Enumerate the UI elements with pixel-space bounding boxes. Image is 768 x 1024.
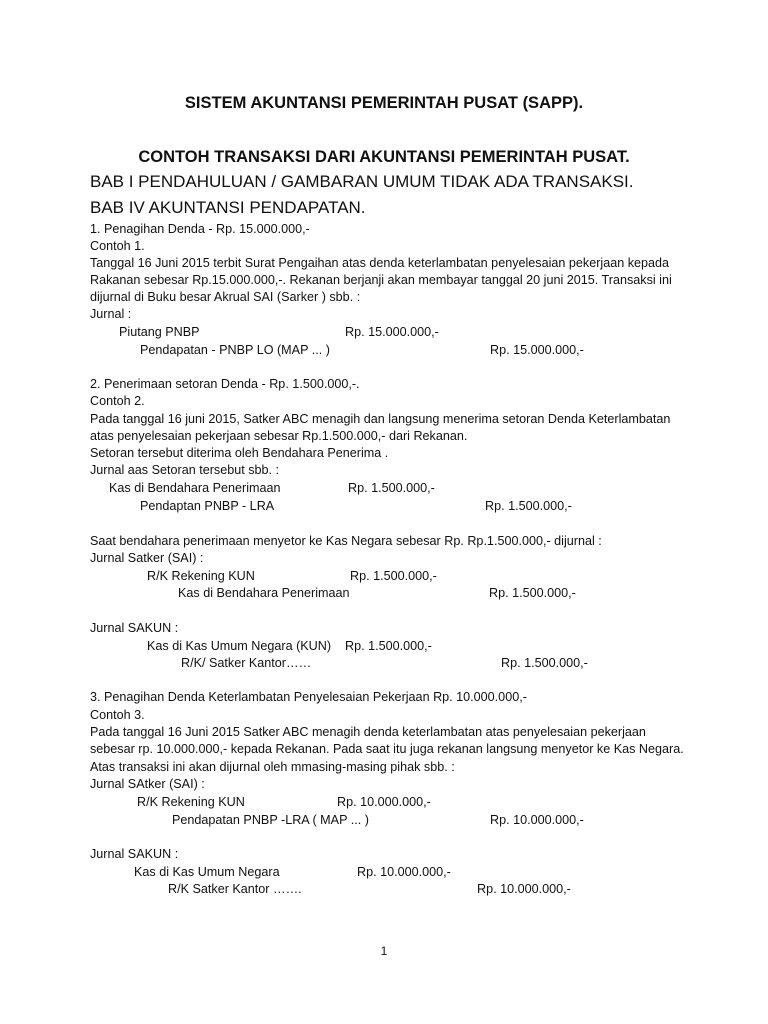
section-2-paragraph-line: Setoran tersebut diterima oleh Bendahara Penerima . (90, 446, 389, 460)
journal-debit-amount: Rp. 10.000.000,- (337, 795, 431, 809)
document-title: SISTEM AKUNTANSI PEMERINTAH PUSAT (SAPP). (184, 94, 584, 112)
journal-credit-amount: Rp. 1.500.000,- (485, 499, 572, 513)
journal-debit-account: Kas di Bendahara Penerimaan (109, 481, 281, 495)
journal-debit-account: Piutang PNBP (119, 325, 200, 339)
section-1-paragraph-line: Rakanan sebesar Rp.15.000.000,-. Rekanan berjanji akan membayar tanggal 20 juni 2015. Transaksi ini (90, 273, 672, 287)
section-2-paragraph-line: Pada tanggal 16 juni 2015, Satker ABC menagih dan langsung menerima setoran Denda Keterlambatan (90, 412, 671, 426)
section-2-paragraph-line: atas penyelesaian pekerjaan sebesar Rp.1.500.000,- dari Rekanan. (90, 429, 468, 443)
sai-journal-label: Jurnal SAtker (SAI) : (90, 777, 205, 791)
section-1-journal-label: Jurnal : (90, 307, 132, 321)
section-2-paragraph-line: Saat bendahara penerimaan menyetor ke Kas Negara sebesar Rp. Rp.1.500.000,- dijurnal : (90, 534, 602, 548)
journal-credit-account: Pendaptan PNBP - LRA (140, 499, 275, 513)
section-3-heading: 3. Penagihan Denda Keterlambatan Penyelesaian Pekerjaan Rp. 10.000.000,- (90, 690, 527, 704)
sakun-journal-label: Jurnal SAKUN : (90, 621, 179, 635)
journal-debit-amount: Rp. 15.000.000,- (345, 325, 439, 339)
bab-1-heading: BAB I PENDAHULUAN / GAMBARAN UMUM TIDAK ADA TRANSAKSI. (90, 172, 634, 191)
journal-debit-amount: Rp. 1.500.000,- (348, 481, 435, 495)
sakun-journal-label: Jurnal SAKUN : (90, 847, 179, 861)
journal-credit-account: Kas di Bendahara Penerimaan (178, 586, 350, 600)
journal-debit-account: Kas di Kas Umum Negara (KUN) (147, 639, 332, 653)
journal-credit-amount: Rp. 1.500.000,- (489, 586, 576, 600)
journal-debit-account: R/K Rekening KUN (137, 795, 245, 809)
journal-credit-amount: Rp. 1.500.000,- (501, 656, 588, 670)
section-3-example-label: Contoh 3. (90, 708, 145, 722)
section-2-example-label: Contoh 2. (90, 394, 145, 408)
document-subtitle: CONTOH TRANSAKSI DARI AKUNTANSI PEMERINTAH PUSAT. (138, 148, 630, 166)
section-1-paragraph-line: dijurnal di Buku besar Akrual SAI (Sarker ) sbb. : (90, 290, 361, 304)
bab-4-heading: BAB IV AKUNTANSI PENDAPATAN. (90, 198, 366, 217)
section-1-heading: 1. Penagihan Denda - Rp. 15.000.000,- (90, 222, 310, 236)
journal-credit-account: R/K/ Satker Kantor…… (181, 656, 312, 670)
section-2-heading: 2. Penerimaan setoran Denda - Rp. 1.500.000,-. (90, 377, 360, 391)
journal-debit-account: R/K Rekening KUN (147, 569, 255, 583)
journal-debit-amount: Rp. 1.500.000,- (350, 569, 437, 583)
journal-credit-amount: Rp. 10.000.000,- (490, 813, 584, 827)
journal-debit-amount: Rp. 10.000.000,- (357, 865, 451, 879)
section-3-paragraph-line: sebesar rp. 10.000.000,- kepada Rekanan. Pada saat itu juga rekanan langsung menyetor ke Kas Negara. (90, 742, 684, 756)
journal-credit-account: Pendapatan - PNBP LO (MAP ... ) (140, 343, 330, 357)
section-1-paragraph-line: Tanggal 16 Juni 2015 terbit Surat Pengaihan atas denda keterlambatan penyelesaian pekerjaan kepada (90, 256, 670, 270)
page-number: 1 (380, 944, 388, 958)
section-3-paragraph-line: Pada tanggal 16 Juni 2015 Satker ABC menagih denda keterlambatan atas penyelesaian pekerjaan (90, 725, 646, 739)
section-3-paragraph-line: Atas transaksi ini akan dijurnal oleh mmasing-masing pihak sbb. : (90, 760, 455, 774)
journal-credit-account: Pendapatan PNBP -LRA ( MAP ... ) (172, 813, 369, 827)
journal-credit-amount: Rp. 15.000.000,- (490, 343, 584, 357)
section-2-journal-label: Jurnal aas Setoran tersebut sbb. : (90, 463, 280, 477)
journal-debit-account: Kas di Kas Umum Negara (134, 865, 280, 879)
journal-credit-account: R/K Satker Kantor ……. (168, 882, 302, 896)
journal-credit-amount: Rp. 10.000.000,- (477, 882, 571, 896)
journal-debit-amount: Rp. 1.500.000,- (345, 639, 432, 653)
sai-journal-label: Jurnal Satker (SAI) : (90, 551, 204, 565)
section-1-example-label: Contoh 1. (90, 239, 145, 253)
